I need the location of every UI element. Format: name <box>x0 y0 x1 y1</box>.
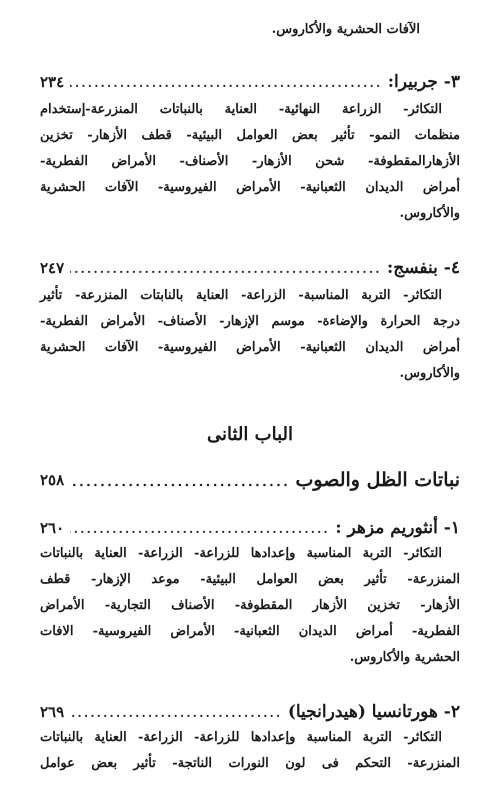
entry-line: المنزرعة- التحكم فى لون النورات الناتجة- تأثير بعض عوامل <box>40 756 460 771</box>
toc-entry-violet <box>40 256 460 396</box>
entry-line: التكاثر- التربة المناسبة- الزراعة- العناية بالنابتات المنزرعة- تأثير <box>40 288 442 303</box>
leader-dots <box>70 702 282 722</box>
entry-line: درجة الحرارة والإضاءة- موسم الإزهار- الأصناف- الأمراض الفطرية- <box>40 314 460 329</box>
entry-line: أمراض الديدان الثعبانية- الأمراض الفيروسية- الآفات الحشرية <box>40 180 460 195</box>
page-number: ٢٦٩ <box>40 703 65 721</box>
entry-heading <box>40 516 460 540</box>
entry-line: التكاثر- التربة المناسبة وإعدادها للزراعة- الزراعة- العناية بالنباتات <box>40 546 442 561</box>
entry-title: ٢- هورتانسيا (هيدرانجيا) <box>287 702 460 722</box>
entry-heading <box>40 700 460 724</box>
entry-heading <box>40 70 460 94</box>
page-number: ٢٤٧ <box>40 259 65 277</box>
section-row <box>40 466 460 494</box>
continued-text <box>40 20 460 42</box>
entry-line: والأكاروس. <box>399 366 460 381</box>
leader-dots <box>70 469 289 491</box>
entry-heading <box>40 256 460 280</box>
entry-line: الأزهار- تخزين الأزهار المقطوفة- الأصناف التجارية- الأمراض <box>40 598 460 613</box>
entry-title: ٣- جربيرا: <box>387 72 460 92</box>
page-number: ٢٣٤ <box>40 73 65 91</box>
page-number: ٢٥٨ <box>40 471 65 489</box>
entry-line: الفطرية- أمراض الديدان الثعبانية- الأمراض الفيروسية- الافات <box>40 624 460 639</box>
entry-line: أمراض الديدان الثعبانية- الأمراض الفيروسية- الآفات الحشرية <box>40 340 460 355</box>
leader-dots <box>70 72 382 92</box>
toc-entry-hydrangea <box>40 700 460 800</box>
entry-line: المنزرعة- تأثير بعض العوامل البيئية- موعد الإزهار- قطف <box>40 572 460 587</box>
toc-line: الآفات الحشرية والأكاروس. <box>271 22 420 37</box>
entry-line: التكاثر- التربة المناسبة وإعدادها للزراعة- الزراعة- العناية بالنباتات <box>40 730 442 745</box>
section-title: نباتات الظل والصوب <box>295 469 460 491</box>
leader-dots <box>70 518 329 538</box>
entry-line: الأزهارالمقطوفة- شحن الأزهار- الأصناف- الأمراض الفطرية- <box>40 154 460 169</box>
toc-entry-gerbera <box>40 70 460 250</box>
chapter-title: الباب الثانى <box>206 424 294 445</box>
page-number: ٢٦٠ <box>40 519 65 537</box>
leader-dots <box>70 258 381 278</box>
entry-line: الحشرية والأكاروس. <box>349 650 460 665</box>
entry-line: التكاثر- الزراعة النهائية- العناية بالنباتات المنزرعة-إستخدام <box>40 102 442 117</box>
section-heading <box>40 466 460 496</box>
entry-title: ١- أنثوريم مزهر : <box>335 518 460 538</box>
entry-title: ٤- بنفسج: <box>387 258 460 278</box>
entry-line: والأكاروس. <box>399 206 460 221</box>
toc-entry-anthurium <box>40 516 460 696</box>
entry-line: منظمات النمو- تأثير بعض العوامل البيئية- قطف الأزهار- تخزين <box>40 128 460 143</box>
